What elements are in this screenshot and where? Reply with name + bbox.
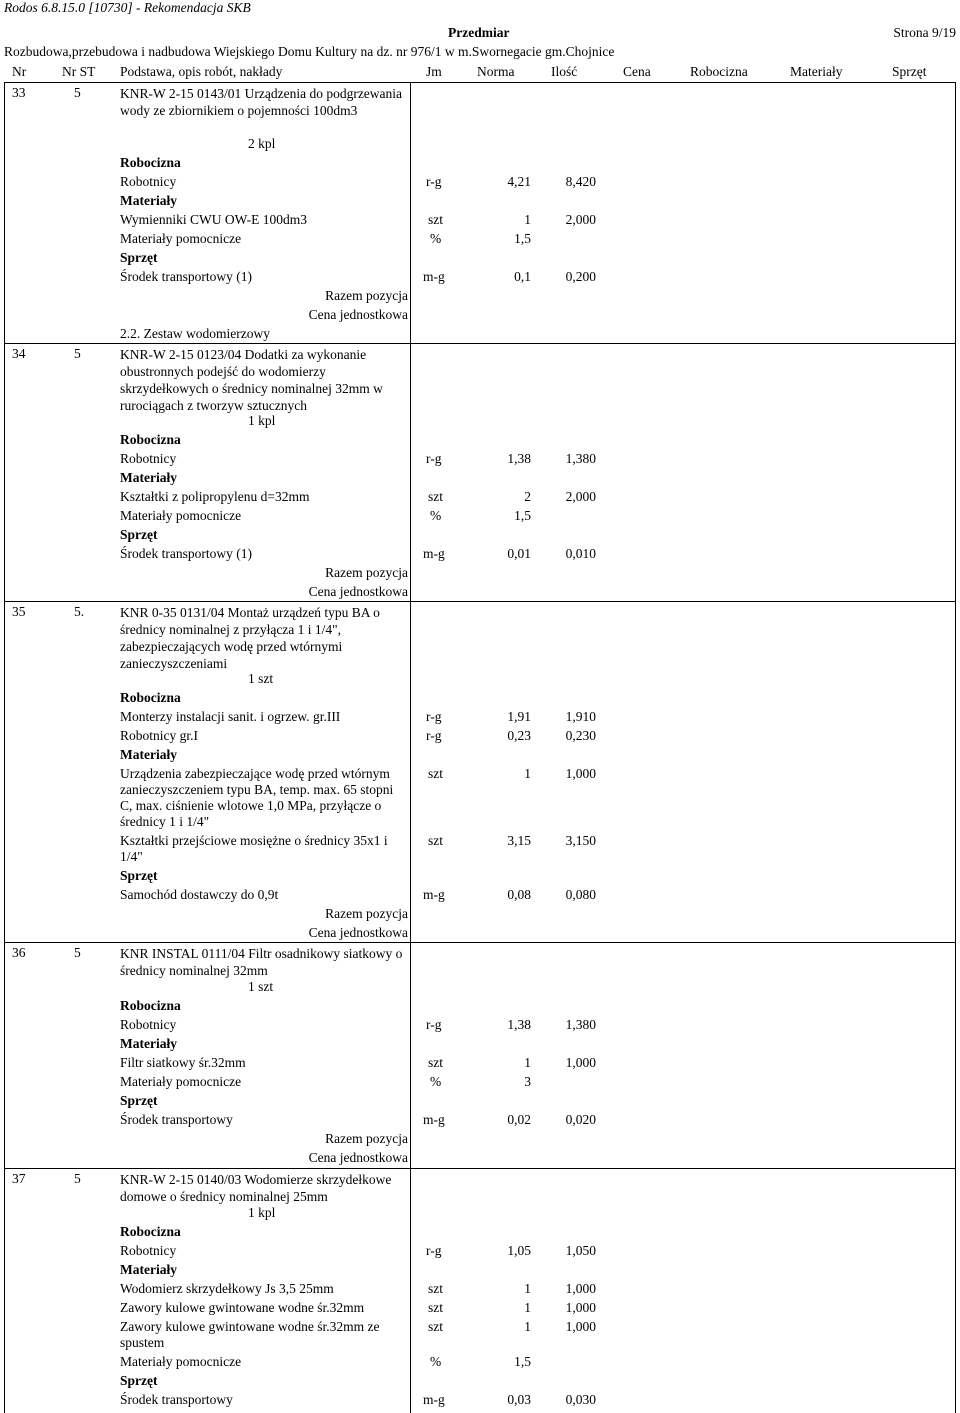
item-jm: szt (428, 212, 443, 227)
item-ilosc: 1,380 (565, 1017, 596, 1032)
section-divider (4, 343, 955, 344)
item-ilosc: 1,000 (565, 1281, 596, 1296)
item-norma: 1,5 (514, 1354, 531, 1369)
item-name: Robotnicy (120, 174, 177, 189)
item-name: Wymienniki CWU OW-E 100dm3 (120, 212, 308, 227)
position-description: KNR INSTAL 0111/04 Filtr osadnikowy siatkowy o średnicy nominalnej 32mm (120, 946, 403, 978)
item-name: Materiały pomocnicze (120, 1354, 242, 1369)
item-jm: r-g (426, 174, 442, 189)
item-ilosc: 1,000 (565, 766, 596, 781)
sprzet-heading: Sprzęt (120, 250, 158, 265)
item-norma: 1,5 (514, 508, 531, 523)
item-ilosc: 1,910 (565, 709, 596, 724)
position-nr: 35 (12, 604, 26, 619)
app-version: Rodos 6.8.15.0 [10730] - Rekomendacja SKB (4, 0, 251, 15)
item-ilosc: 0,030 (565, 1392, 596, 1407)
item-norma: 1 (524, 1055, 531, 1070)
item-jm: szt (428, 489, 443, 504)
item-name: Środek transportowy (120, 1112, 233, 1127)
materialy-heading: Materiały (120, 193, 177, 208)
item-jm: m-g (423, 546, 445, 561)
item-name: Monterzy instalacji sanit. i ogrzew. gr.III (120, 709, 341, 724)
item-name: Robotnicy (120, 451, 177, 466)
col-materialy: Materiały (790, 64, 843, 79)
item-norma: 3,15 (507, 833, 531, 848)
item-name: Kształtki przejściowe mosiężne o średnicy 35x1 i 1/4" (120, 833, 388, 864)
col-ilosc: Ilość (551, 64, 578, 79)
materialy-heading: Materiały (120, 747, 177, 762)
item-norma: 0,03 (507, 1392, 531, 1407)
position-nr: 34 (12, 346, 26, 361)
item-ilosc: 3,150 (565, 833, 596, 848)
item-jm: r-g (426, 451, 442, 466)
robocizna-heading: Robocizna (120, 998, 181, 1013)
robocizna-heading: Robocizna (120, 1224, 181, 1239)
item-jm: % (430, 231, 442, 246)
item-jm: r-g (426, 728, 442, 743)
table-top-border (4, 82, 956, 83)
item-norma: 1 (524, 1300, 531, 1315)
col-nr-st: Nr ST (62, 64, 96, 79)
position-quantity: 2 kpl (248, 136, 276, 151)
razem-pozycja: Razem pozycja (325, 288, 408, 303)
robocizna-heading: Robocizna (120, 432, 181, 447)
item-jm: r-g (426, 709, 442, 724)
item-jm: m-g (423, 887, 445, 902)
item-name: Środek transportowy (1) (120, 546, 252, 561)
item-norma: 0,01 (507, 546, 531, 561)
item-jm: m-g (423, 1392, 445, 1407)
col-norma: Norma (477, 64, 515, 79)
cena-jednostkowa: Cena jednostkowa (308, 307, 408, 322)
item-ilosc: 2,000 (565, 212, 596, 227)
item-jm: szt (428, 766, 443, 781)
item-jm: szt (428, 1281, 443, 1296)
position-quantity: 1 szt (248, 979, 274, 994)
item-norma: 1 (524, 1281, 531, 1296)
item-ilosc: 0,230 (565, 728, 596, 743)
item-norma: 1,38 (507, 1017, 531, 1032)
section-heading: 2.2. Zestaw wodomierzowy (120, 326, 270, 341)
item-name: Robotnicy (120, 1017, 177, 1032)
item-norma: 1,05 (507, 1243, 531, 1258)
col-cena: Cena (623, 64, 651, 79)
project-title: Rozbudowa,przebudowa i nadbudowa Wiejskiego Domu Kultury na dz. nr 976/1 w m.Swornegacie gm.Chojnice (4, 44, 615, 59)
item-name: Robotnicy gr.I (120, 728, 198, 743)
cena-jednostkowa: Cena jednostkowa (308, 925, 408, 940)
item-norma: 1,91 (507, 709, 531, 724)
col-nr: Nr (12, 64, 27, 79)
row-divider (4, 1168, 955, 1169)
col-opis: Podstawa, opis robót, nakłady (120, 64, 283, 79)
item-ilosc: 1,000 (565, 1300, 596, 1315)
item-ilosc: 8,420 (565, 174, 596, 189)
item-norma: 1 (524, 212, 531, 227)
item-jm: r-g (426, 1017, 442, 1032)
razem-pozycja: Razem pozycja (325, 906, 408, 921)
item-jm: szt (428, 1319, 443, 1334)
sprzet-heading: Sprzęt (120, 1373, 158, 1388)
item-name: Materiały pomocnicze (120, 508, 242, 523)
item-ilosc: 2,000 (565, 489, 596, 504)
item-norma: 1 (524, 766, 531, 781)
position-description: KNR 0-35 0131/04 Montaż urządzeń typu BA o średnicy nominalnej z przyłącza 1 i 1/4", zabezpieczających wodę przed wtórnymi zanieczyszczeniami (120, 605, 380, 671)
item-jm: % (430, 1354, 442, 1369)
item-ilosc: 1,000 (565, 1055, 596, 1070)
position-description: KNR-W 2-15 0140/03 Wodomierze skrzydełkowe domowe o średnicy nominalnej 25mm (120, 1172, 392, 1204)
item-jm: % (430, 508, 442, 523)
item-ilosc: 0,200 (565, 269, 596, 284)
item-norma: 3 (524, 1074, 531, 1089)
position-nr: 33 (12, 85, 26, 100)
item-jm: szt (428, 1055, 443, 1070)
robocizna-heading: Robocizna (120, 155, 181, 170)
item-jm: szt (428, 833, 443, 848)
item-norma: 0,08 (507, 887, 531, 902)
position-description: KNR-W 2-15 0143/01 Urządzenia do podgrzewania wody ze zbiornikiem o pojemności 100dm3 (120, 86, 403, 118)
item-norma: 0,23 (507, 728, 531, 743)
position-nr-st: 5 (74, 1171, 81, 1186)
table-right-border (955, 82, 956, 1413)
item-name: Samochód dostawczy do 0,9t (120, 887, 279, 902)
item-ilosc: 1,000 (565, 1319, 596, 1334)
item-jm: szt (428, 1300, 443, 1315)
item-norma: 1 (524, 1319, 531, 1334)
item-name: Zawory kulowe gwintowane wodne śr.32mm (120, 1300, 365, 1315)
razem-pozycja: Razem pozycja (325, 565, 408, 580)
column-divider (410, 82, 411, 1413)
item-ilosc: 0,080 (565, 887, 596, 902)
position-description: KNR-W 2-15 0123/04 Dodatki za wykonanie obustronnych podejść do wodomierzy skrzydełkowych o średnicy nominalnej 32mm w rurociągach z tworzyw sztucznych (120, 347, 383, 413)
item-name: Środek transportowy (1) (120, 269, 252, 284)
item-norma: 1,38 (507, 451, 531, 466)
item-ilosc: 1,380 (565, 451, 596, 466)
item-jm: % (430, 1074, 442, 1089)
item-name: Kształtki z polipropylenu d=32mm (120, 489, 310, 504)
document-type: Przedmiar (448, 25, 510, 40)
item-jm: m-g (423, 1112, 445, 1127)
row-divider (4, 942, 955, 943)
item-name: Materiały pomocnicze (120, 1074, 242, 1089)
sprzet-heading: Sprzęt (120, 527, 158, 542)
item-name: Urządzenia zabezpieczające wodę przed wtórnym zanieczyszczeniem typu BA, temp. max. 65 stopni C, max. ciśnienie wlotowe 1,0 MPa, przyłącze o średnicy 1 i 1/4" (120, 766, 394, 829)
razem-pozycja: Razem pozycja (325, 1131, 408, 1146)
position-quantity: 1 kpl (248, 1205, 276, 1220)
item-ilosc: 0,020 (565, 1112, 596, 1127)
item-name: Środek transportowy (120, 1392, 233, 1407)
page-number: Strona 9/19 (893, 25, 956, 40)
position-nr: 37 (12, 1171, 26, 1186)
item-jm: r-g (426, 1243, 442, 1258)
position-nr-st: 5. (74, 604, 85, 619)
item-name: Zawory kulowe gwintowane wodne śr.32mm ze spustem (120, 1319, 380, 1350)
item-name: Materiały pomocnicze (120, 231, 242, 246)
item-norma: 0,1 (514, 269, 531, 284)
sprzet-heading: Sprzęt (120, 868, 158, 883)
item-norma: 2 (524, 489, 531, 504)
col-jm: Jm (426, 64, 442, 79)
item-norma: 1,5 (514, 231, 531, 246)
item-norma: 4,21 (507, 174, 531, 189)
col-sprzet: Sprzęt (892, 64, 927, 79)
materialy-heading: Materiały (120, 1036, 177, 1051)
materialy-heading: Materiały (120, 1262, 177, 1277)
row-divider (4, 601, 955, 602)
position-nr: 36 (12, 945, 26, 960)
item-ilosc: 0,010 (565, 546, 596, 561)
materialy-heading: Materiały (120, 470, 177, 485)
sprzet-heading: Sprzęt (120, 1093, 158, 1108)
item-name: Robotnicy (120, 1243, 177, 1258)
position-quantity: 1 szt (248, 671, 274, 686)
table-left-border (4, 82, 5, 1413)
item-jm: m-g (423, 269, 445, 284)
position-nr-st: 5 (74, 85, 81, 100)
item-ilosc: 1,050 (565, 1243, 596, 1258)
item-norma: 0,02 (507, 1112, 531, 1127)
robocizna-heading: Robocizna (120, 690, 181, 705)
position-nr-st: 5 (74, 346, 81, 361)
cena-jednostkowa: Cena jednostkowa (308, 584, 408, 599)
item-name: Filtr siatkowy śr.32mm (120, 1055, 246, 1070)
item-name: Wodomierz skrzydełkowy Js 3,5 25mm (120, 1281, 334, 1296)
col-robocizna: Robocizna (690, 64, 748, 79)
cena-jednostkowa: Cena jednostkowa (308, 1150, 408, 1165)
position-quantity: 1 kpl (248, 413, 276, 428)
position-nr-st: 5 (74, 945, 81, 960)
